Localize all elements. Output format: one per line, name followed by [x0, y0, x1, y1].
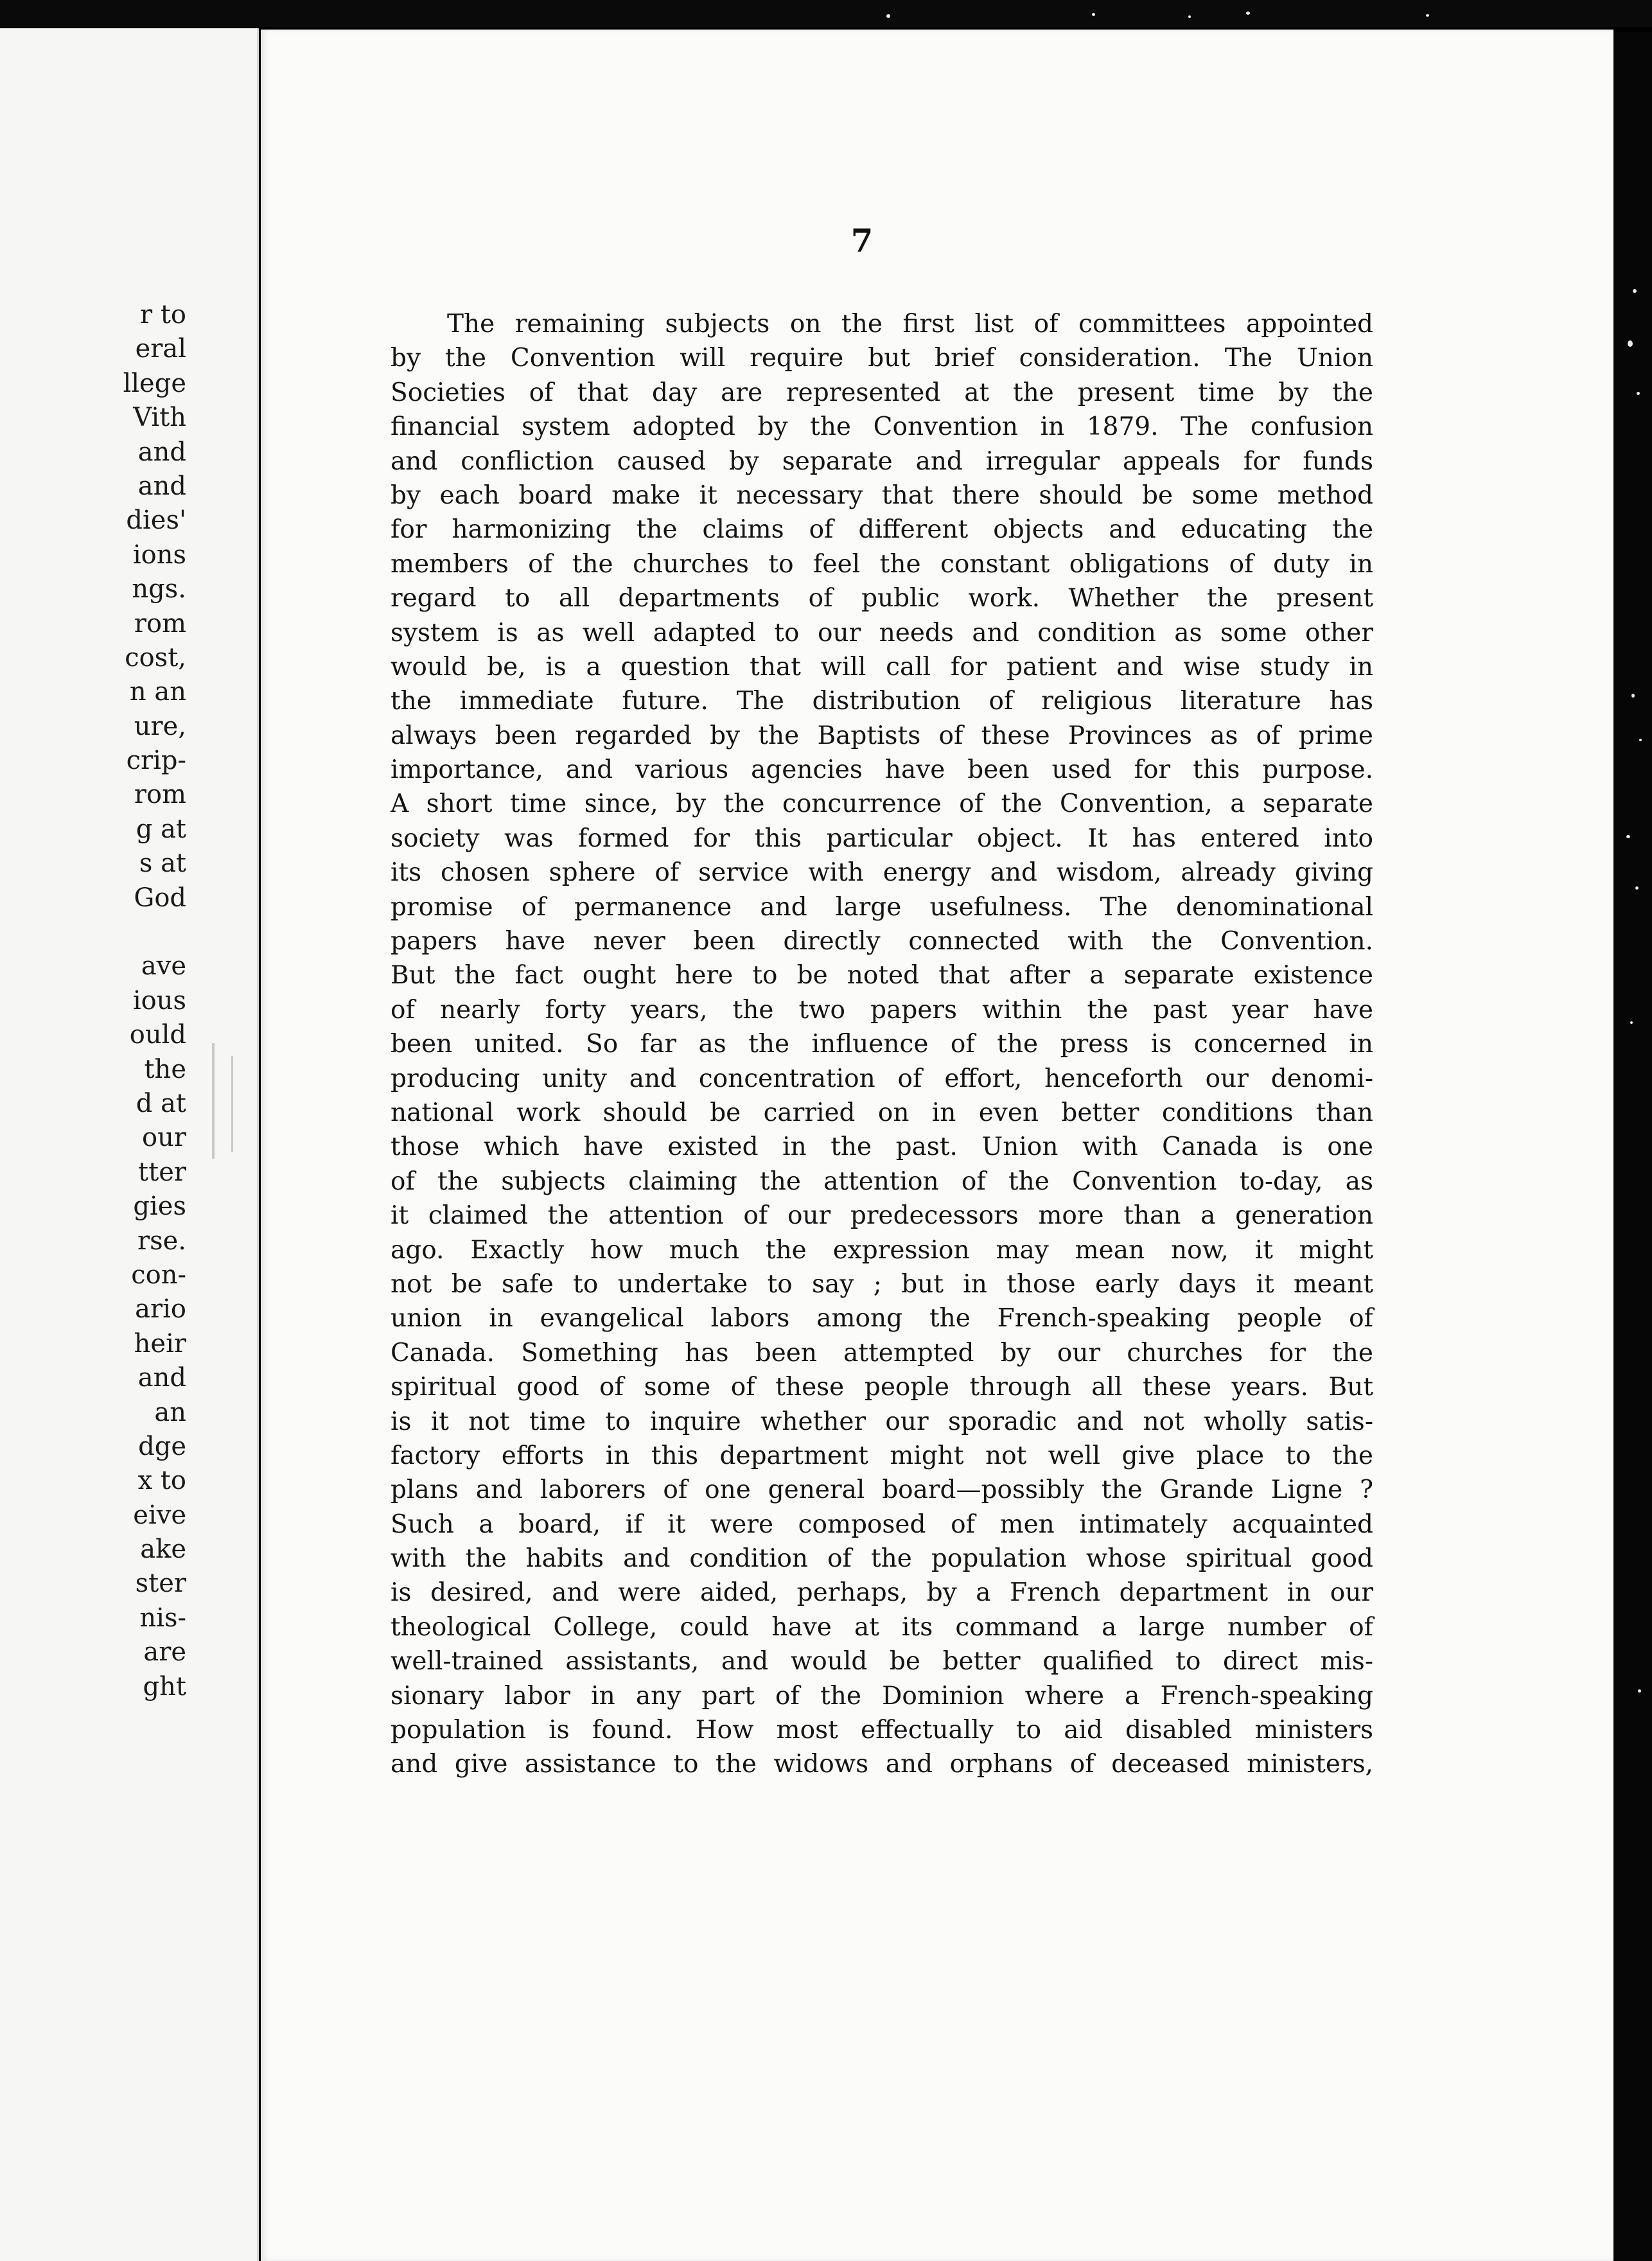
text-line: the immediate future. The distribution of religious literature has [391, 687, 1373, 716]
left-page-fragment: dge [138, 1431, 186, 1461]
left-page-fragment: x to [137, 1466, 186, 1496]
text-line: and confliction caused by separate and irregular appeals for funds [391, 446, 1373, 476]
left-page-text-fragments [0, 298, 186, 1704]
left-page-fragment: ngs. [132, 574, 186, 604]
text-line: by the Convention will require but brief consideration. The Union [391, 344, 1373, 373]
left-page-fragment: llege [123, 368, 186, 398]
text-line: not be safe to undertake to say ; but in those early days it meant [391, 1269, 1373, 1299]
left-page-fragment: ght [143, 1671, 186, 1702]
left-page-fragment: tter [138, 1157, 186, 1187]
left-facing-page [0, 28, 259, 2261]
gutter-fold-mark [212, 1043, 215, 1159]
left-page-fragment: rse. [137, 1226, 186, 1256]
text-line: and give assistance to the widows and orphans of deceased ministers, [391, 1750, 1373, 1779]
text-line: for harmonizing the claims of different objects and educating the [391, 515, 1373, 545]
left-page-fragment: and [137, 1363, 186, 1393]
text-line: papers have never been directly connected with the Convention. [391, 927, 1373, 956]
text-line: national work should be carried on in even better conditions than [391, 1098, 1373, 1127]
left-page-fragment: gies [133, 1192, 186, 1222]
text-line: with the habits and condition of the population whose spiritual good [391, 1544, 1373, 1574]
text-line: sionary labor in any part of the Dominion where a French-speaking [391, 1681, 1373, 1711]
text-line: been united. So far as the influence of the press is concerned in [391, 1030, 1373, 1059]
text-line: union in evangelical labors among the French-speaking people of [391, 1304, 1373, 1333]
text-line: regard to all departments of public work. Whether the present [391, 584, 1373, 613]
scanner-top-border [0, 0, 1652, 27]
left-page-fragment: are [143, 1637, 186, 1667]
text-line: those which have existed in the past. Union with Canada is one [391, 1132, 1373, 1162]
left-page-fragment: ario [135, 1294, 186, 1324]
left-page-fragment: con- [131, 1260, 186, 1290]
text-line: financial system adopted by the Convention in 1879. The confusion [391, 412, 1373, 442]
text-line: factory efforts in this department might not well give place to the [391, 1441, 1373, 1470]
left-page-fragment: rom [134, 780, 186, 810]
body-paragraph [391, 307, 1373, 1782]
text-line: theological College, could have at its command a large number of [391, 1612, 1373, 1642]
text-line: of nearly forty years, the two papers within the past year have [391, 995, 1373, 1025]
left-page-fragment: ure, [134, 711, 186, 741]
left-page-fragment: d at [136, 1088, 186, 1118]
text-line: spiritual good of some of these people through all these years. But [391, 1373, 1373, 1402]
text-line: of the subjects claiming the attention of the Convention to-day, as [391, 1166, 1373, 1196]
text-line: well-trained assistants, and would be better qualified to direct mis- [391, 1647, 1373, 1676]
text-line: society was formed for this particular object. It has entered into [391, 823, 1373, 853]
text-line: The remaining subjects on the first list of committees appointed [447, 310, 1373, 339]
text-line: always been regarded by the Baptists of these Provinces as of prime [391, 721, 1373, 750]
text-line: promise of permanence and large usefulness. The denominational [391, 892, 1373, 922]
left-page-fragment: ions [132, 540, 186, 570]
left-page-fragment: heir [134, 1328, 186, 1359]
text-line: it claimed the attention of our predecessors more than a generation [391, 1201, 1373, 1231]
text-line: But the fact ought here to be noted that after a separate existence [391, 961, 1373, 990]
left-page-fragment [0, 915, 186, 949]
text-line: Societies of that day are represented at the present time by the [391, 378, 1373, 407]
left-page-fragment: ake [140, 1535, 186, 1565]
text-line: ago. Exactly how much the expression may mean now, it might [391, 1235, 1373, 1265]
left-page-fragment: ave [141, 951, 186, 981]
left-page-fragment: n an [129, 677, 186, 707]
left-page-fragment: an [154, 1397, 186, 1427]
text-line: importance, and various agencies have been used for this purpose. [391, 755, 1373, 785]
text-line: producing unity and concentration of effort, henceforth our denomi- [391, 1064, 1373, 1093]
left-page-fragment: rom [134, 608, 186, 638]
left-page-fragment: the [144, 1054, 186, 1084]
text-line: by each board make it necessary that there should be some method [391, 480, 1373, 510]
text-line: would be, is a question that will call for patient and wise study in [391, 652, 1373, 682]
scanner-right-edge [1613, 32, 1652, 2261]
gutter-fold-mark [231, 1056, 233, 1152]
text-line: A short time since, by the concurrence of the Convention, a separate [391, 789, 1373, 819]
text-line: members of the churches to feel the constant obligations of duty in [391, 549, 1373, 579]
left-page-fragment: dies' [126, 506, 186, 536]
left-page-fragment: cost, [125, 642, 186, 673]
text-line: plans and laborers of one general board—possibly the Grande Ligne ? [391, 1475, 1373, 1505]
text-line: is it not time to inquire whether our sporadic and not wholly satis- [391, 1407, 1373, 1436]
left-page-fragment: r to [140, 300, 186, 330]
text-line: Such a board, if it were composed of men intimately acquainted [391, 1509, 1373, 1539]
left-page-fragment: eive [133, 1500, 186, 1530]
left-page-fragment: ster [135, 1569, 186, 1599]
text-line: Canada. Something has been attempted by our churches for the [391, 1338, 1373, 1368]
left-page-fragment: our [142, 1123, 186, 1153]
left-page-fragment: g at [136, 814, 186, 844]
left-page-fragment: s at [139, 849, 186, 879]
left-page-fragment: crip- [126, 746, 186, 776]
left-page-fragment: ould [129, 1020, 186, 1050]
left-page-fragment: and [137, 471, 186, 501]
left-page-fragment: ious [132, 985, 186, 1016]
text-line: population is found. How most effectually to aid disabled ministers [391, 1716, 1373, 1745]
left-page-fragment: and [137, 437, 186, 467]
page-number: 7 [850, 222, 874, 260]
left-page-fragment: nis- [139, 1603, 186, 1633]
left-page-fragment: eral [135, 334, 186, 364]
text-line: is desired, and were aided, perhaps, by a French department in our [391, 1578, 1373, 1608]
left-page-fragment: God [134, 883, 186, 913]
text-line: its chosen sphere of service with energy and wisdom, already giving [391, 858, 1373, 888]
left-page-fragment: Vith [133, 403, 186, 433]
text-line: system is as well adapted to our needs and condition as some other [391, 618, 1373, 647]
